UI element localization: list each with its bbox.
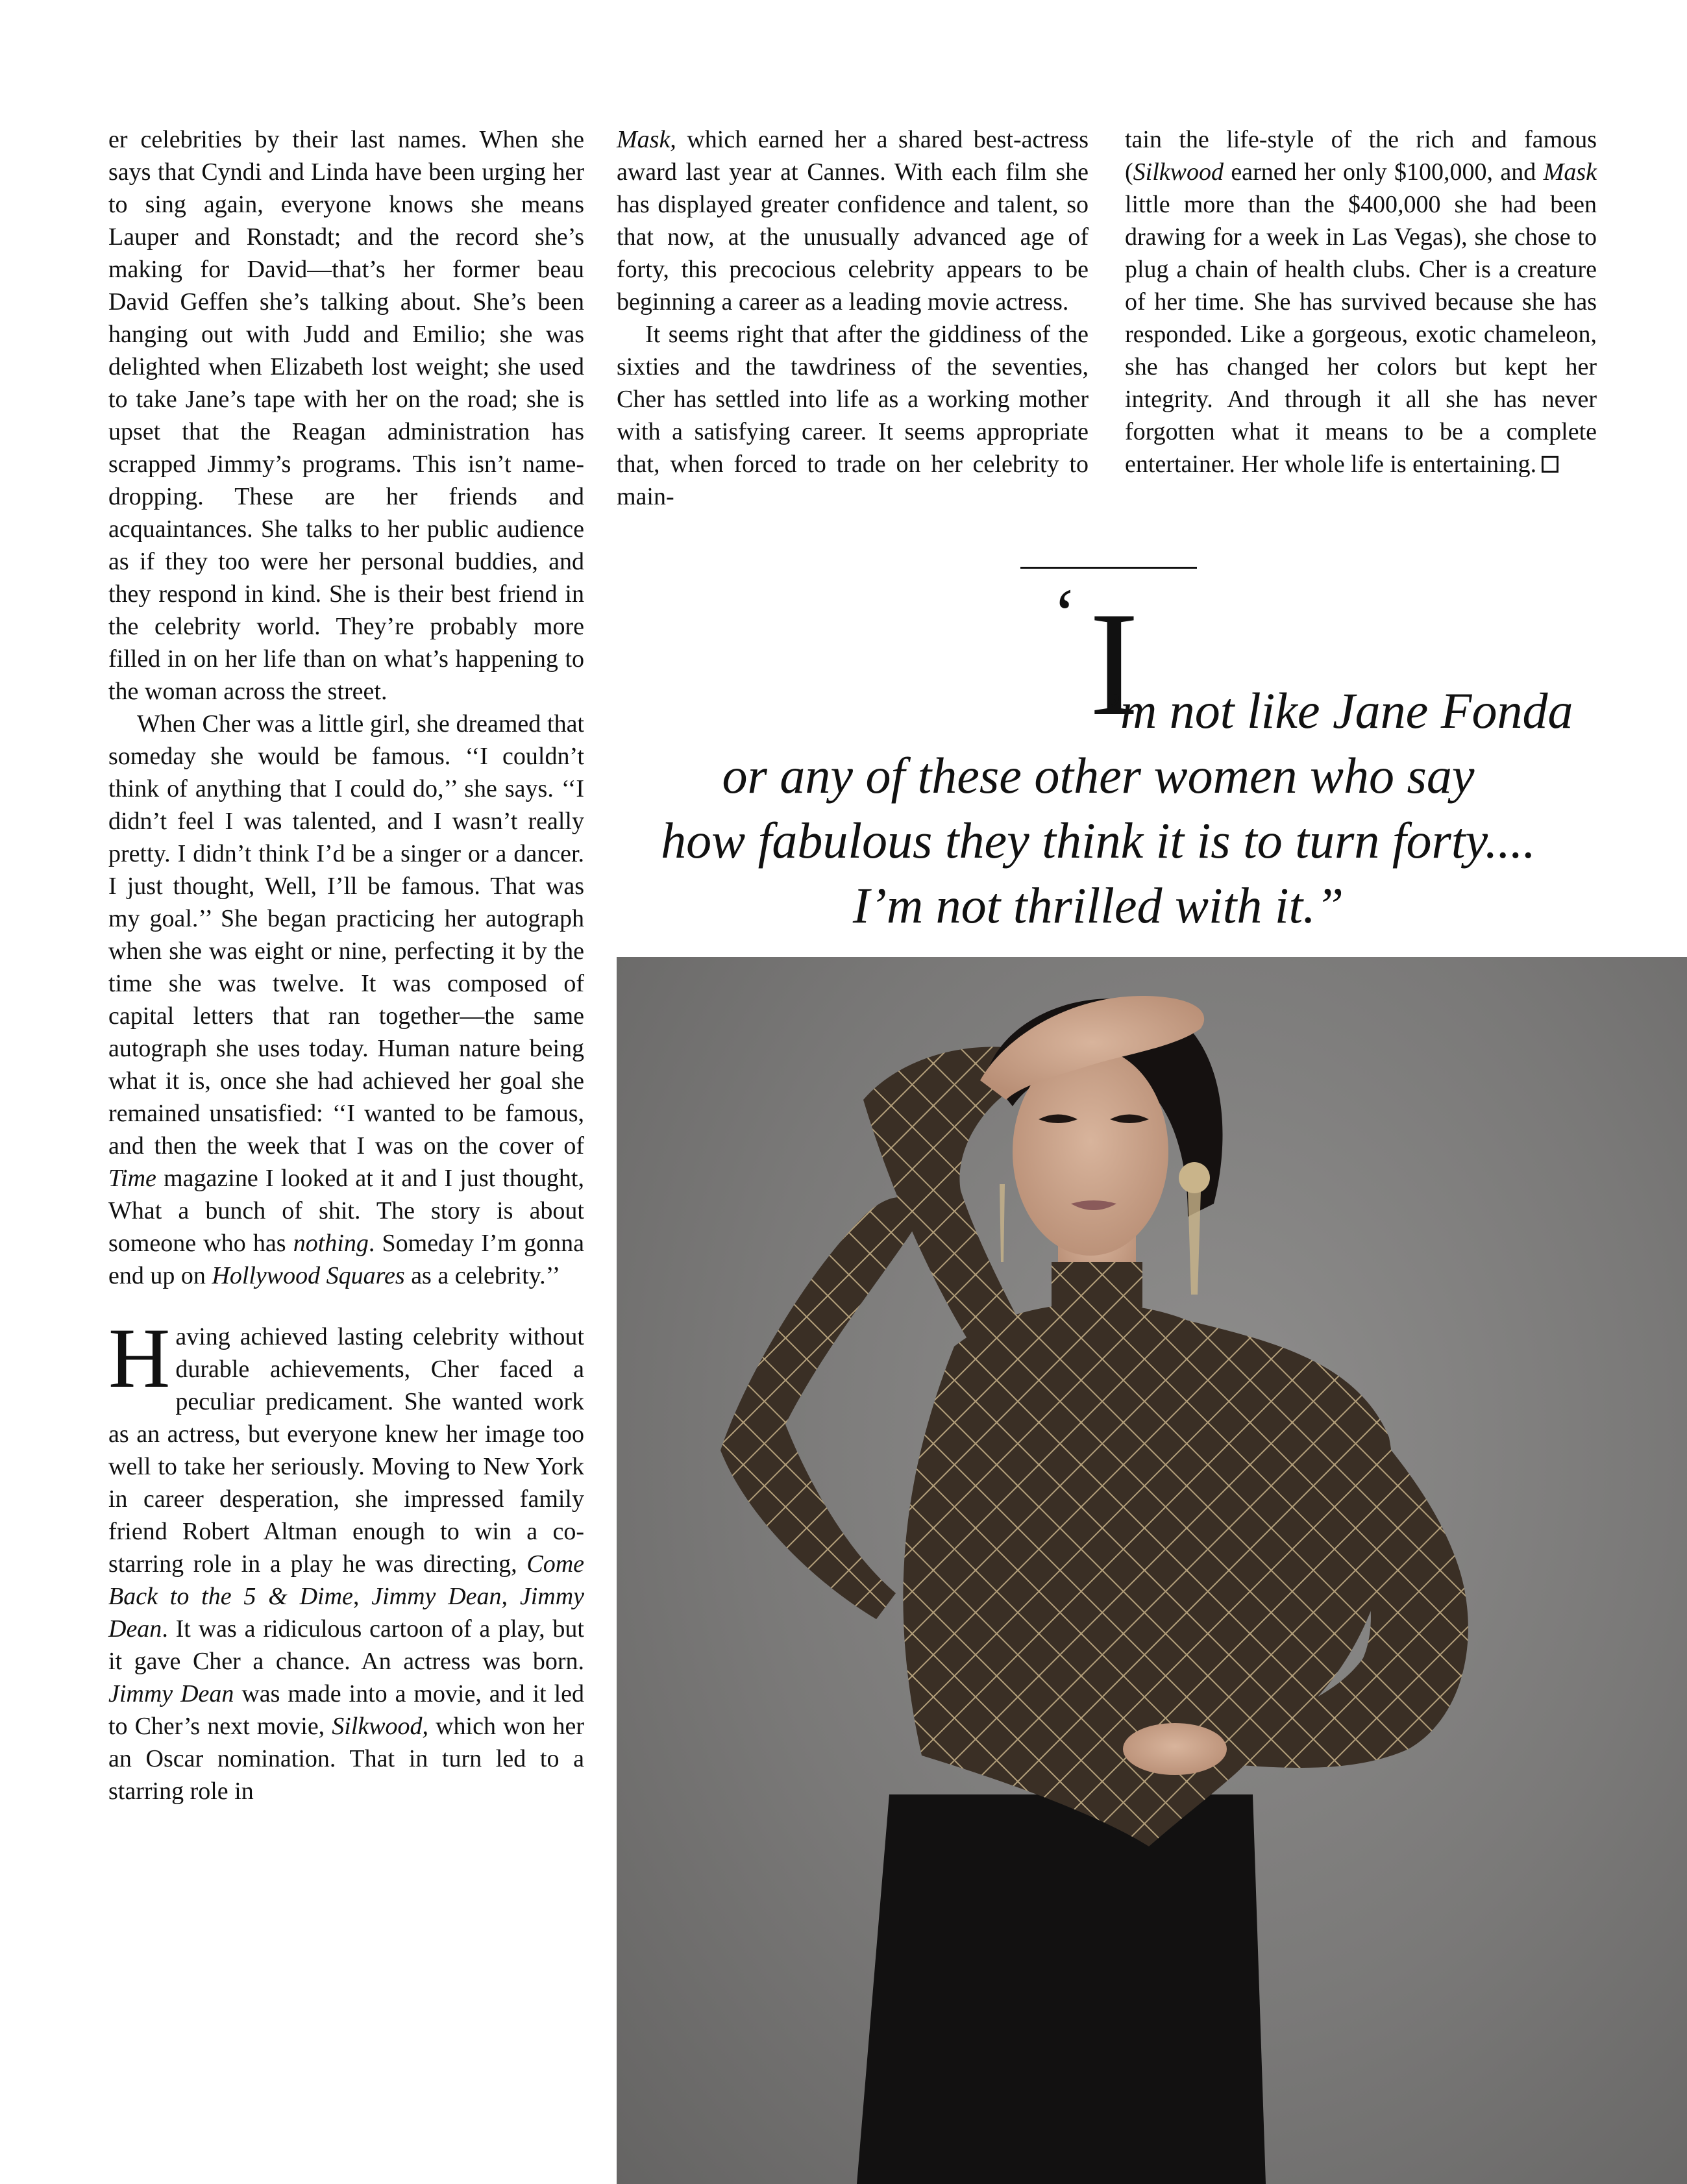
paragraph: When Cher was a little girl, she dreamed that someday she would be famous. ‘‘I couldn’t think of anything that I could do,’’ she says. ‘‘I didn’t feel I was talented, and I wasn’t really pretty. I didn’t think I’d be a singer or a dancer. I just thought, Well, I’ll be famous. That was my goal.’’ She began practicing her autograph when she was eight or nine, perfecting it by the time she was twelve. It was composed of capital letters that ran together—the same autograph she uses today. Human nature being what it is, once she had achieved her goal she remained unsatisfied: ‘‘I wanted to be famous, and then the week that I was on the cover of Time magazine I looked at it and I just thought, What a bunch of shit. The story is about someone who has nothing. Someday I’m gonna end up on Hollywood Squares as a celebrity.’’ — [108, 710, 584, 1289]
paragraph: Mask, which earned her a shared best-actress award last year at Cannes. With each film she has displayed greater confidence and talent, so that now, at the unusually advanced age of forty, this precocious celebrity appears to be beginning a career as a leading movie actress. — [617, 126, 1089, 316]
pull-quote-line: ’m not like Jane Fonda — [1103, 682, 1573, 739]
pull-quote — [618, 574, 1579, 941]
paragraph: Having achieved lasting celebrity without durable achievements, Cher faced a peculiar predicament. She wanted work as an actress, but everyone knew her image too well to take her seriously. Moving to New York in career desperation, she impressed family friend Robert Altman enough to win a co-starring role in a play he was directing, Come Back to the 5 & Dime, Jimmy Dean, Jimmy Dean. It was a ridiculous cartoon of a play, but it gave Cher a chance. An actress was born. Jimmy Dean was made into a movie, and it led to Cher’s next movie, Silkwood, which won her an Oscar nomination. That in turn led to a starring role in — [108, 1310, 584, 1805]
article-column-1 — [108, 123, 584, 1807]
end-mark-icon — [1542, 456, 1558, 473]
pull-quote-open-mark: ‘ — [1053, 574, 1077, 653]
portrait-photo — [617, 957, 1687, 2184]
article-column-2 — [617, 123, 1089, 513]
pull-quote-initial: I — [1089, 581, 1139, 747]
pull-quote-line: how fabulous they think it is to turn forty.... — [661, 812, 1536, 869]
pull-quote-line: or any of these other women who say — [722, 747, 1475, 804]
pull-quote-rule — [1020, 567, 1197, 569]
trousers — [857, 1794, 1266, 2184]
drop-cap: H — [108, 1310, 171, 1406]
paragraph: tain the life-style of the rich and famous (Silkwood earned her only $100,000, and Mask little more than the $400,000 she had been drawing for a week in Las Vegas), she chose to plug a chain of health clubs. Cher is a creature of her time. She has survived because she has responded. Like a gorgeous, exotic chameleon, she has changed her colors but kept her integrity. And through it all she has never forgotten what it means to be a complete entertainer. Her whole life is entertaining. — [1125, 126, 1597, 478]
pull-quote-line: I’m not thrilled with it.” — [852, 877, 1344, 934]
article-column-3 — [1125, 123, 1597, 480]
paragraph: It seems right that after the giddiness of the sixties and the tawdriness of the seventies, Cher has settled into life as a working mother with a satisfying career. It seems appropriate that, when forced to trade on her celebrity to main- — [617, 321, 1089, 510]
paragraph: er celebrities by their last names. When she says that Cyndi and Linda have been urging her to sing again, everyone knows she means Lauper and Ronstadt; and the record she’s making for David—that’s her former beau David Geffen she’s talking about. She’s been hanging out with Judd and Emilio; she was delighted when Elizabeth lost weight; she used to take Jane’s tape with her on the road; she is upset that the Reagan administration has scrapped Jimmy’s programs. This isn’t name-dropping. These are her friends and acquaintances. She talks to her public audience as if they too were her personal buddies, and they respond in kind. She is their best friend in the celebrity world. They’re probably more filled in on her life than on what’s happening to the woman across the street. — [108, 126, 584, 705]
